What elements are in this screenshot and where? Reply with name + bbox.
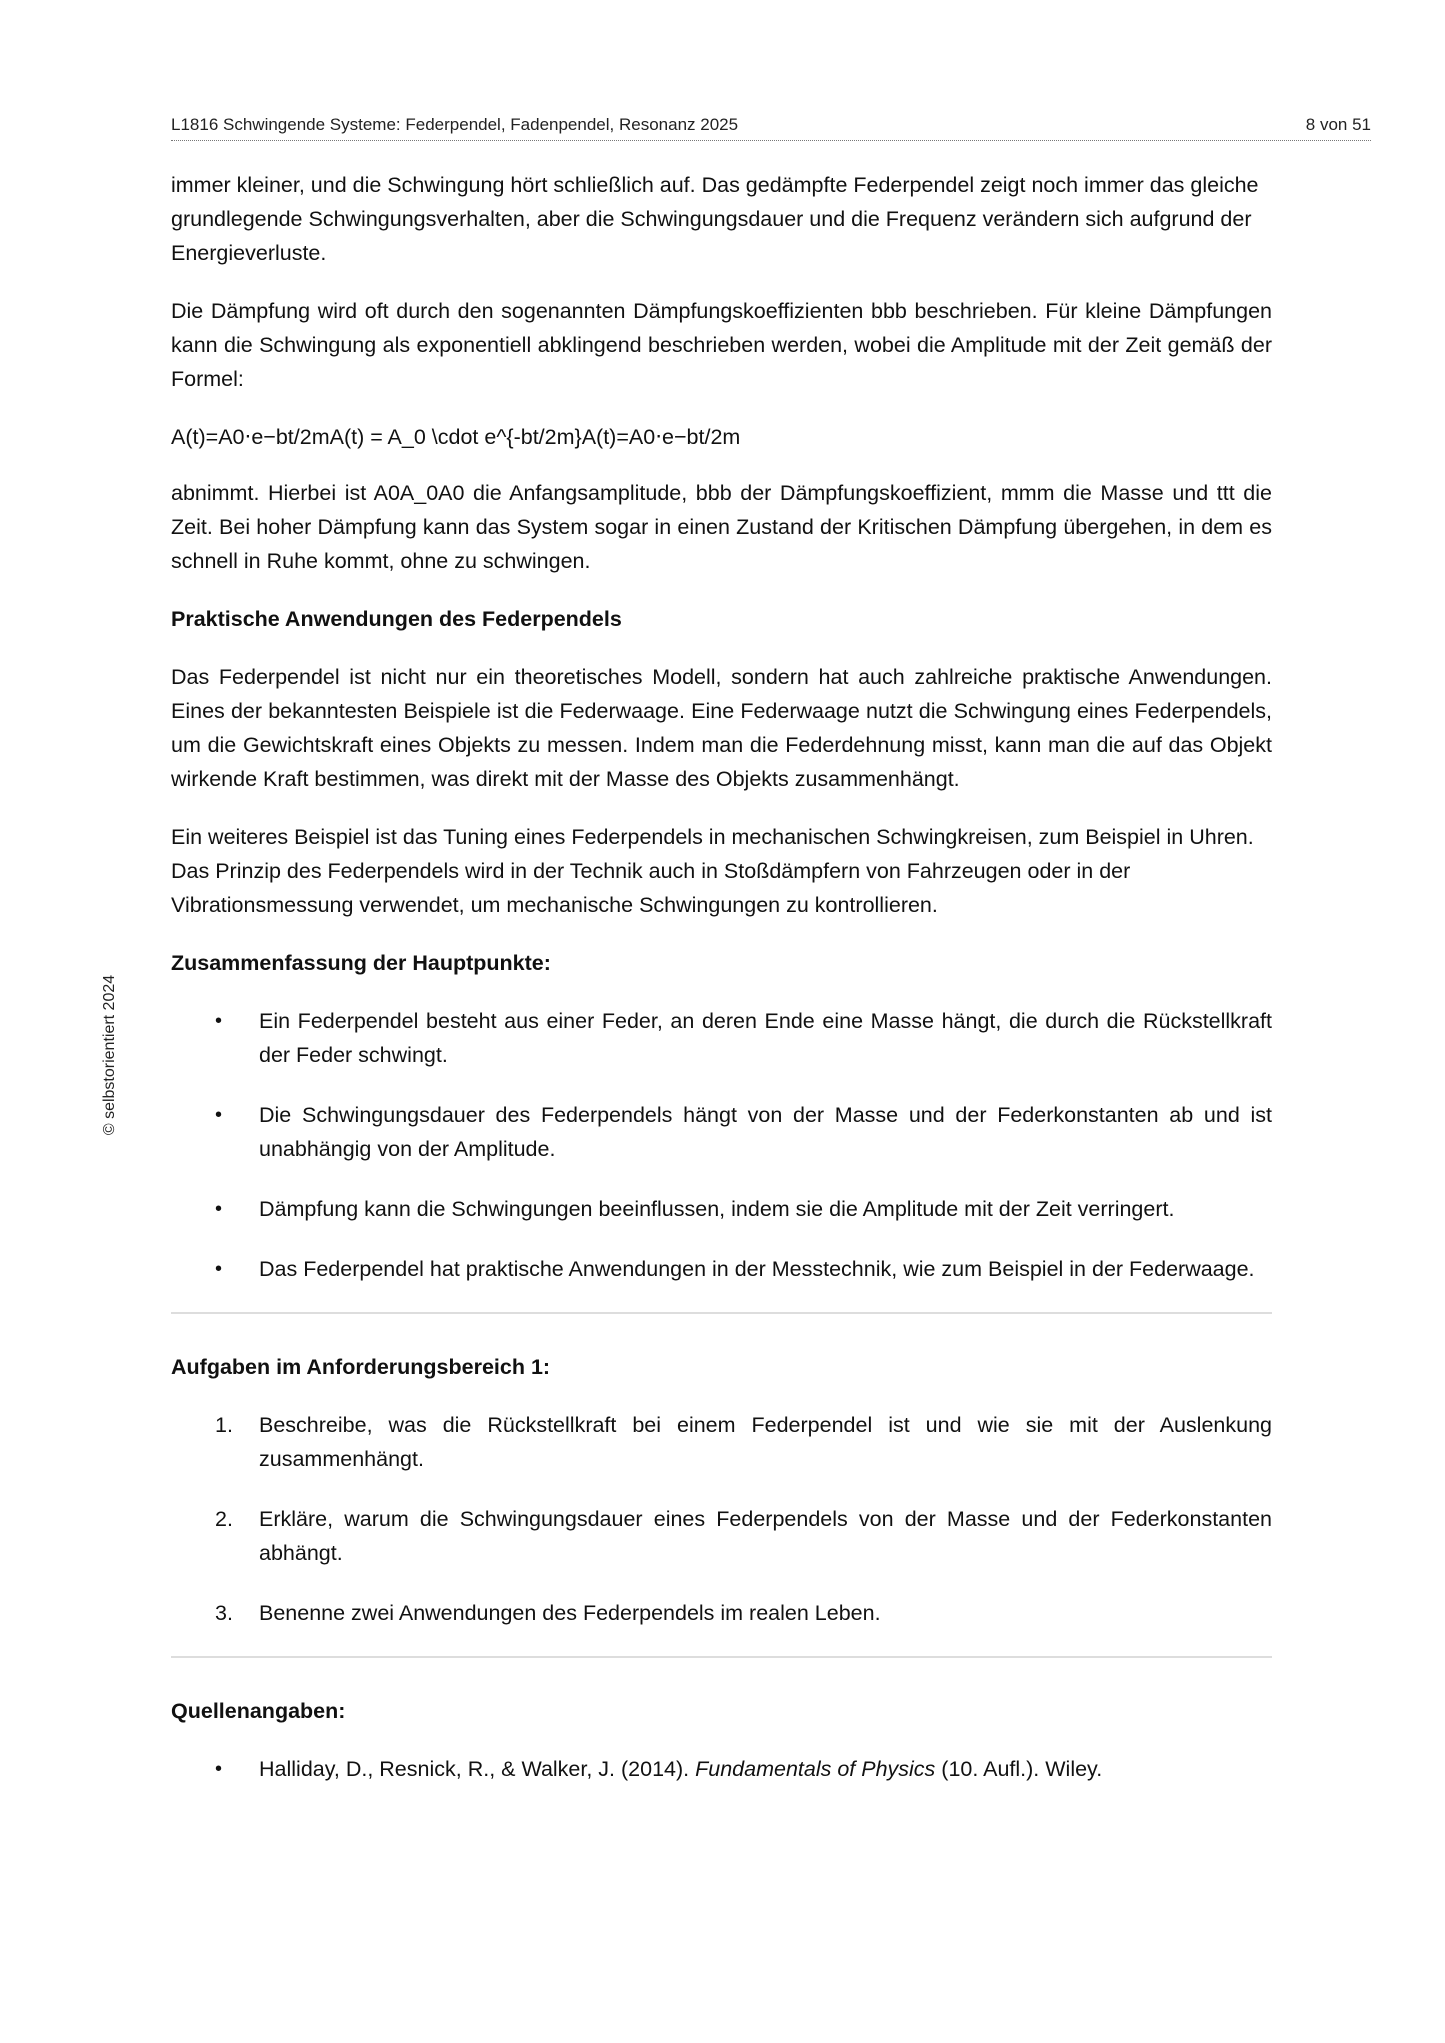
source-list — [171, 1752, 1272, 1786]
source-edition: (10. Aufl.). Wiley. — [935, 1757, 1103, 1781]
heading-practical-applications: Praktische Anwendungen des Federpendels — [171, 607, 622, 631]
section-divider — [171, 1312, 1272, 1314]
formula-amplitude-decay: A(t)=A0⋅e−bt/2mA(t) = A_0 \cdot e^{-bt/2m}A(t)=A0⋅e−bt/2m — [171, 425, 741, 449]
task-number: 1. — [215, 1413, 233, 1437]
task-text: Beschreibe, was die Rückstellkraft bei einem Federpendel ist und wie sie mit der Auslenkung zusammenhängt. — [259, 1413, 1272, 1471]
summary-item-text: Dämpfung kann die Schwingungen beeinflussen, indem sie die Amplitude mit der Zeit verringert. — [259, 1197, 1175, 1221]
summary-item-text: Die Schwingungsdauer des Federpendels hängt von der Masse und der Federkonstanten ab und ist unabhängig von der Amplitude. — [259, 1103, 1272, 1161]
summary-list — [171, 1004, 1272, 1286]
summary-item-text: Das Federpendel hat praktische Anwendungen in der Messtechnik, wie zum Beispiel in der Federwaage. — [259, 1257, 1255, 1281]
summary-item — [171, 1004, 1272, 1072]
summary-item — [171, 1192, 1272, 1226]
bullet-icon: • — [215, 1010, 223, 1032]
heading-sources: Quellenangaben: — [171, 1699, 346, 1723]
page-number: 8 von 51 — [1305, 115, 1371, 134]
task-text: Erkläre, warum die Schwingungsdauer eines Federpendels von der Masse und der Federkonstanten abhängt. — [259, 1507, 1272, 1565]
task-number: 3. — [215, 1601, 233, 1625]
document-body — [171, 168, 1272, 1812]
source-item — [171, 1752, 1272, 1786]
paragraph-damping-coefficient: Die Dämpfung wird oft durch den sogenannten Dämpfungskoeffizienten bbb beschrieben. Für kleine Dämpfungen kann die Schwingung als exponentiell abklingend beschrieben werden, wobei die Amplitude mit der Zeit gemäß der Formel: — [171, 299, 1272, 391]
summary-item — [171, 1098, 1272, 1166]
task-number: 2. — [215, 1507, 233, 1531]
bullet-icon: • — [215, 1198, 223, 1220]
heading-summary: Zusammenfassung der Hauptpunkte: — [171, 951, 551, 975]
bullet-icon: • — [215, 1258, 223, 1280]
paragraph-further-examples: Ein weiteres Beispiel ist das Tuning eines Federpendels in mechanischen Schwingkreisen, zum Beispiel in Uhren. Das Prinzip des Federpendels wird in der Technik auch in Stoßdämpfern von Fahrzeugen oder in der Vibrationsmessung verwendet, um mechanische Schwingungen zu kontrollieren. — [171, 825, 1254, 917]
summary-item-text: Ein Federpendel besteht aus einer Feder, an deren Ende eine Masse hängt, die durch die Rückstellkraft der Feder schwingt. — [259, 1009, 1272, 1067]
paragraph-formula-explanation: abnimmt. Hierbei ist A0A_0A0 die Anfangsamplitude, bbb der Dämpfungskoeffizient, mmm die Masse und ttt die Zeit. Bei hoher Dämpfung kann das System sogar in einen Zustand der Kritischen Dämpfung übergehen, in dem es schnell in Ruhe kommt, ohne zu schwingen. — [171, 481, 1272, 573]
copyright-notice: © selbstorientiert 2024 — [101, 974, 118, 1136]
document-title: L1816 Schwingende Systeme: Federpendel, Fadenpendel, Resonanz 2025 — [171, 115, 739, 134]
paragraph-damping-continuation: immer kleiner, und die Schwingung hört schließlich auf. Das gedämpfte Federpendel zeigt noch immer das gleiche grundlegende Schwingungsverhalten, aber die Schwingungsdauer und die Frequenz verändern sich aufgrund der Energieverluste. — [171, 173, 1259, 265]
bullet-icon: • — [215, 1758, 223, 1780]
summary-item — [171, 1252, 1272, 1286]
task-item — [171, 1408, 1272, 1476]
task-list — [171, 1408, 1272, 1630]
page-header — [171, 112, 1371, 141]
heading-tasks: Aufgaben im Anforderungsbereich 1: — [171, 1355, 551, 1379]
task-text: Benenne zwei Anwendungen des Federpendels im realen Leben. — [259, 1601, 881, 1625]
source-authors: Halliday, D., Resnick, R., & Walker, J. (2014). — [259, 1757, 696, 1781]
task-item — [171, 1502, 1272, 1570]
paragraph-spring-scale: Das Federpendel ist nicht nur ein theoretisches Modell, sondern hat auch zahlreiche praktische Anwendungen. Eines der bekanntesten Beispiele ist die Federwaage. Eine Federwaage nutzt die Schwingung eines Federpendels, um die Gewichtskraft eines Objekts zu messen. Indem man die Federdehnung misst, kann man die auf das Objekt wirkende Kraft bestimmen, was direkt mit der Masse des Objekts zusammenhängt. — [171, 665, 1272, 791]
bullet-icon: • — [215, 1104, 223, 1126]
source-book-title: Fundamentals of Physics — [695, 1757, 936, 1781]
task-item — [171, 1596, 1272, 1630]
section-divider — [171, 1656, 1272, 1658]
